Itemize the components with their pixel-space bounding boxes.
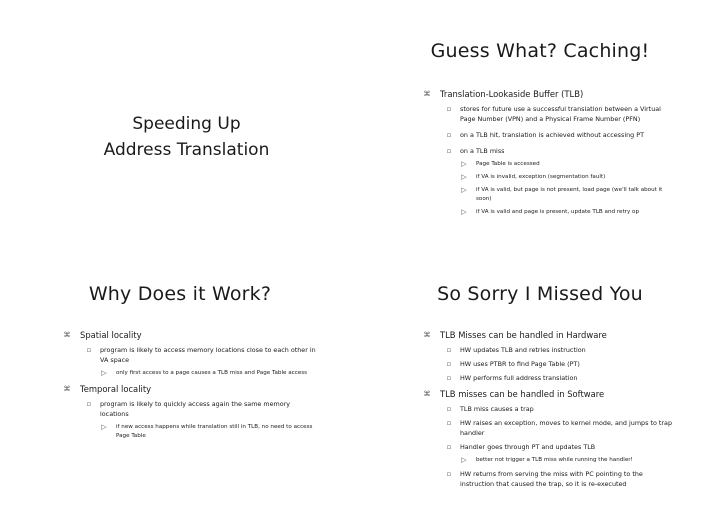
slide-so-sorry-i-missed-you [360, 255, 720, 510]
bullet-icon: ⌘ [423, 390, 431, 398]
bullet-icon: ▫ [446, 405, 452, 413]
list-item: ▫ HW raises an exception, moves to kernel mode, and jumps to trap handler [408, 418, 676, 438]
title-line-2: Address Translation [103, 140, 270, 160]
bullet-icon: ⌘ [63, 331, 71, 339]
list-item: ▫ program is likely to access memory locations close to each other in VA space [48, 345, 316, 365]
bullet-icon: ▫ [446, 147, 452, 155]
bullet-icon: ▷ [461, 173, 467, 181]
bullet-icon: ▫ [446, 346, 452, 354]
list-item: ▷ if VA is valid and page is present, update TLB and retry op [408, 208, 676, 217]
list-item: ▫ Handler goes through PT and updates TLB [408, 442, 676, 452]
list-item: ▷ Page Table is accessed [408, 160, 676, 169]
list-item: ▫ TLB miss causes a trap [408, 404, 676, 414]
list-item: ▫ on a TLB miss [408, 146, 676, 156]
list-item: ▷ only first access to a page causes a TLB miss and Page Table access [48, 369, 316, 378]
slide-title: So Sorry I Missed You [437, 283, 643, 305]
bullet-icon: ▷ [461, 160, 467, 168]
bullet-icon: ▷ [461, 186, 467, 194]
bullet-icon: ▷ [461, 456, 467, 464]
list-item: ▫ HW returns from serving the miss with PC pointing to the instruction that caused the trap, so it is re-executed [408, 469, 676, 489]
list-item: ▷ better not trigger a TLB miss while running the handler! [408, 456, 676, 465]
bullet-icon: ▫ [86, 400, 92, 408]
bullet-icon: ▫ [86, 346, 92, 354]
bullet-icon: ▫ [446, 419, 452, 427]
list-item: ⌘ TLB Misses can be handled in Hardware [423, 330, 607, 340]
bullet-list [408, 89, 676, 217]
bullet-icon: ▫ [446, 443, 452, 451]
slide-speeding-up [0, 0, 360, 255]
list-item: ▫ program is likely to quickly access again the same memory locations [48, 399, 316, 419]
bullet-icon: ⌘ [63, 385, 71, 393]
slide-title: Guess What? Caching! [430, 40, 650, 62]
bullet-icon: ▫ [446, 470, 452, 478]
list-item: ⌘ Temporal locality [63, 384, 152, 394]
list-item: ⌘ Translation-Lookaside Buffer (TLB) [423, 89, 584, 99]
slide-guess-what-caching [360, 0, 720, 255]
slide-title [0, 111, 373, 163]
bullet-icon: ▫ [446, 360, 452, 368]
list-item: ▷ if new access happens while translation still in TLB, no need to access Page Table [48, 423, 316, 441]
bullet-icon: ▷ [461, 208, 467, 216]
slide-title: Why Does it Work? [88, 283, 272, 305]
bullet-icon: ▫ [446, 374, 452, 382]
list-item: ▫ stores for future use a successful translation between a Virtual Page Number (VPN) and a Physical Frame Number (PFN) [408, 104, 676, 124]
title-line-1: Speeding Up [132, 114, 241, 134]
list-item: ▫ HW uses PTBR to find Page Table (PT) [408, 359, 676, 369]
bullet-list [48, 330, 316, 441]
list-item: ⌘ TLB misses can be handled in Software [423, 389, 605, 399]
bullet-icon: ▫ [446, 131, 452, 139]
list-item: ▫ HW updates TLB and retries instruction [408, 345, 676, 355]
bullet-list [408, 330, 676, 489]
list-item: ▷ if VA is valid, but page is not present, load page (we'll talk about it soon) [408, 186, 676, 204]
bullet-icon: ⌘ [423, 90, 431, 98]
list-item: ▫ HW performs full address translation [408, 373, 676, 383]
bullet-icon: ⌘ [423, 331, 431, 339]
bullet-icon: ▷ [101, 369, 107, 377]
list-item: ▷ if VA is invalid, exception (segmentation fault) [408, 173, 676, 182]
bullet-icon: ▫ [446, 105, 452, 113]
slide-why-does-it-work [0, 255, 360, 510]
bullet-icon: ▷ [101, 423, 107, 431]
list-item: ⌘ Spatial locality [63, 330, 142, 340]
list-item: ▫ on a TLB hit, translation is achieved without accessing PT [408, 130, 676, 140]
